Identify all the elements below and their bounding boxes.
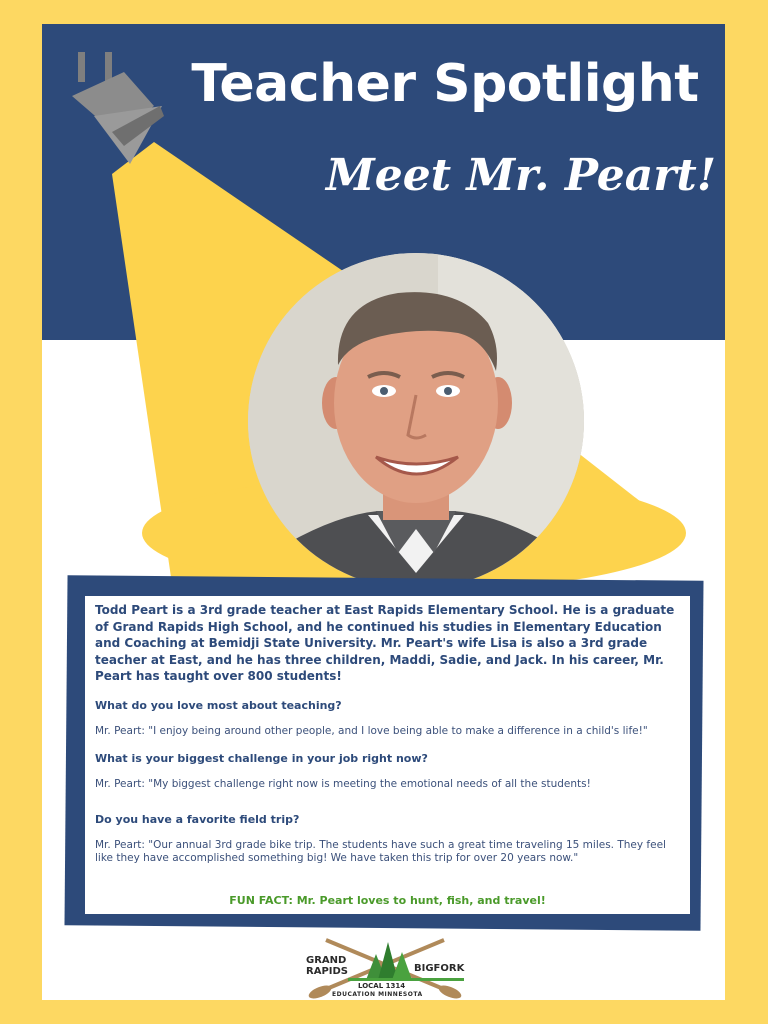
question-3: Do you have a favorite field trip? (95, 812, 300, 826)
logo-bigfork: BIGFORK (414, 963, 465, 974)
poster (42, 24, 725, 1000)
page-subtitle: Meet Mr. Peart! (326, 150, 717, 201)
teacher-portrait (248, 253, 584, 589)
teacher-bio: Todd Peart is a 3rd grade teacher at East Rapids Elementary School. He is a graduate of Grand Rapids High School, and he continued his studies in Elementary Education and Coaching at Bemidji State University. Mr. Peart's wife Lisa is also a 3rd grade teacher at East, and he has three children, Maddi, Sadie, and Jack. In his career, Mr. Peart has taught over 800 students! (95, 603, 675, 683)
portrait-illustration (248, 253, 584, 589)
answer-1: Mr. Peart: "I enjoy being around other people, and I love being able to make a difference in a child's life!" (95, 724, 648, 737)
page-title: Teacher Spotlight (191, 54, 699, 114)
logo-rapids: RAPIDS (306, 966, 348, 977)
question-2: What is your biggest challenge in your job right now? (95, 751, 428, 765)
logo-grand: GRAND (306, 955, 347, 966)
answer-2: Mr. Peart: "My biggest challenge right now is meeting the emotional needs of all the students! (95, 777, 591, 790)
logo-local: LOCAL 1314 (358, 982, 406, 990)
logo-org: EDUCATION MINNESOTA (332, 991, 423, 998)
union-logo (296, 934, 474, 1000)
answer-3: Mr. Peart: "Our annual 3rd grade bike trip. The students have such a great time traveling 15 miles. They feel like they have accomplished something big! We have taken this trip for over 20 years now." (95, 838, 666, 864)
info-box (85, 596, 690, 914)
question-1: What do you love most about teaching? (95, 698, 342, 712)
fun-fact: FUN FACT: Mr. Peart loves to hunt, fish, and travel! (229, 894, 546, 907)
